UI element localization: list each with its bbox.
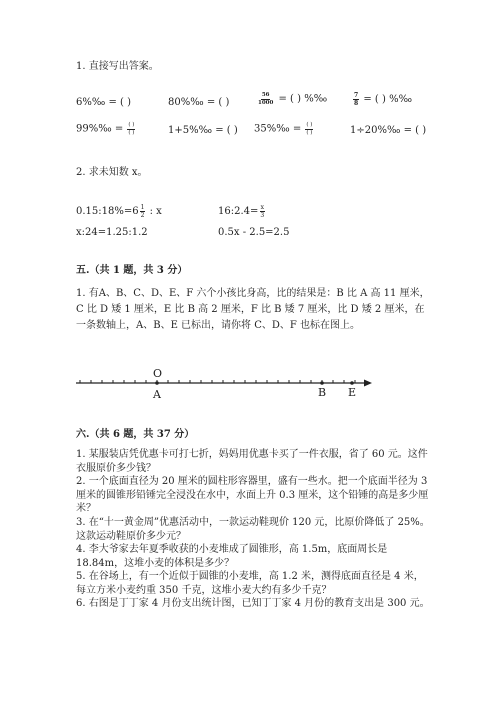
section6-problem-6: 6. 右图是丁丁家 4 月份支出统计图，已知丁丁家 4 月份的教育支出是 300 元。 [76, 598, 430, 609]
q1-item-2: 80%‰ = ( ) [168, 97, 230, 108]
section5-problem: 1. 有A、B、C、D、E、F 六个小孩比身高，比的结果是：B 比 A 高 11 厘米，C 比 D 矮 1 厘米，E 比 B 高 2 厘米，F 比 B 矮 7 厘米，比 D 矮 2 厘米，在一条数轴上，A、B、E 已标出，请你将 C、D、F 也标在图上。 [76, 288, 430, 331]
section6-problem-5: 5. 在谷场上，有一个近似于圆锥的小麦堆，高 1.2 米，测得底面直径是 4 米，每立方米小麦约重 350 千克，这堆小麦大约有多少千克？ [76, 571, 424, 596]
q1-item-5: 99%‰ = $\frac{( )}{( )}$ [76, 122, 135, 136]
axis-zero-label: O [153, 367, 163, 380]
point-a-dot [155, 381, 159, 385]
point-e-label: E [348, 386, 357, 399]
equation-2: 16:2.4= $\frac{x}{3}$ [218, 204, 265, 219]
point-e-dot [350, 381, 354, 385]
fraction: $\frac{( )}{( )}$ [128, 122, 135, 136]
q1-item-3: $\frac{56}{1000}$ = ( ) %‰ [258, 92, 328, 106]
q1-item-6: 1+5%‰ = ( ) [168, 125, 238, 136]
section2-title: 2. 求未知数 x。 [76, 167, 148, 178]
section1-title: 1. 直接写出答案。 [76, 61, 159, 72]
section6-problem-1: 1. 某服装店凭优惠卡可打七折，妈妈用优惠卡买了一件衣服，省了 60 元。这件衣服原价多少钱？ [76, 449, 428, 474]
fraction: $\frac{56}{1000}$ [258, 92, 274, 106]
section6-problem-3: 3. 在“十一黄金周”优惠活动中，一款运动鞋现价 120 元，比原价降低了 25%。这款运动鞋原价多少元？ [76, 517, 430, 542]
equation-4: 0.5x - 2.5=2.5 [218, 227, 290, 238]
fraction: $\frac{x}{3}$ [260, 204, 265, 219]
fraction: $\frac{1}{2}$ [140, 204, 145, 219]
q1-item-1: 6%‰ = ( ) [76, 97, 131, 108]
equation-3: x:24=1.25:1.2 [76, 227, 148, 238]
section6-problem-4: 4. 李大爷家去年夏季收获的小麦堆成了圆锥形，高 1.5m，底面周长是 18.84m，这堆小麦的体积是多少？ [76, 544, 388, 569]
fraction: $\frac{( )}{( )}$ [306, 122, 313, 136]
section5-heading: 五.（共 1 题，共 3 分） [76, 265, 188, 276]
q1-item-8: 1÷20%‰ = ( ) [350, 125, 427, 136]
section6-problem-2: 2. 一个底面直径为 20 厘米的圆柱形容器里，盛有一些水。把一个底面半径为 3 厘米的圆锥形铅锤完全浸没在水中，水面上升 0.3 厘米，这个铅锤的高是多少厘米？ [76, 476, 429, 514]
section6-heading: 六.（共 6 题，共 37 分） [76, 429, 195, 440]
point-b-label: B [318, 386, 327, 399]
q1-item-7: 35%‰ = $\frac{( )}{( )}$ [254, 122, 313, 136]
q1-item-4: $\frac{7}{8}$ = ( ) %‰ [354, 92, 413, 107]
fraction: $\frac{7}{8}$ [354, 92, 359, 107]
point-b-dot [320, 381, 324, 385]
point-a-label: A [153, 388, 161, 401]
axis-arrow [364, 380, 372, 387]
equation-1: 0.15:18%=6 $\frac{1}{2}$ : x [76, 204, 162, 219]
